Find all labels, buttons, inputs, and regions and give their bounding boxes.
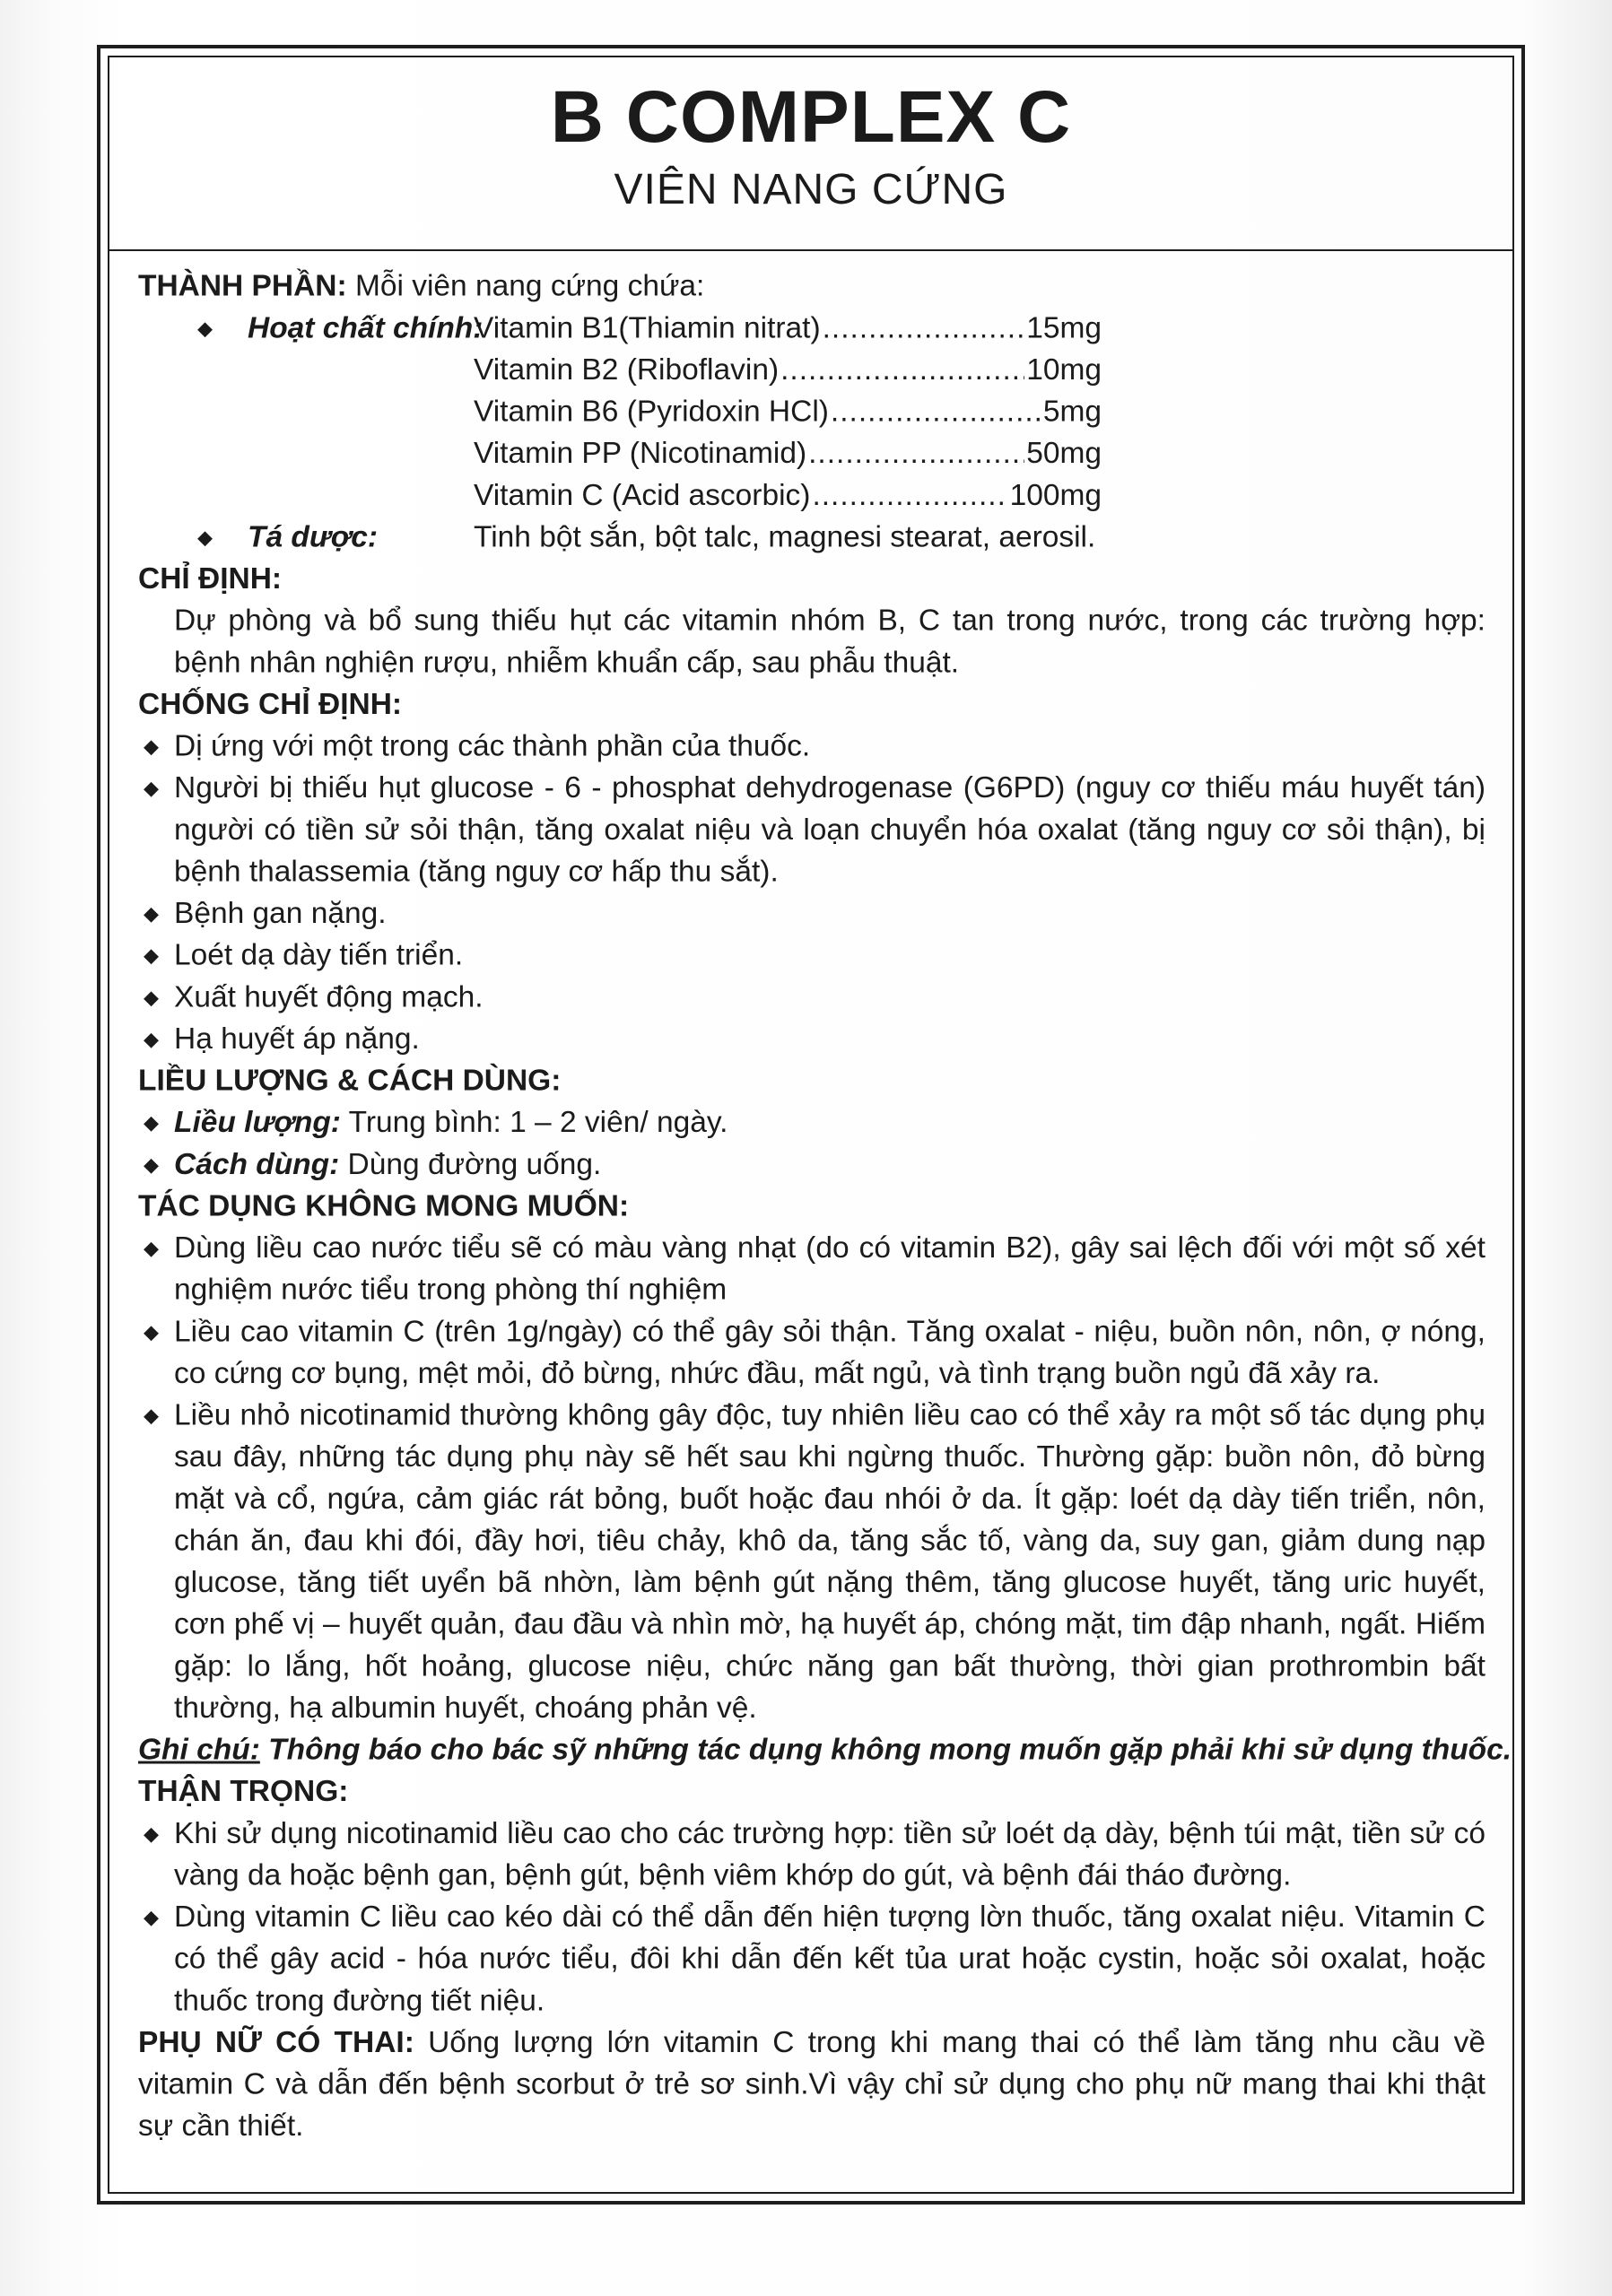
ingredient-value	[474, 308, 1102, 350]
precautions-heading: THẬN TRỌNG:	[138, 1775, 349, 1809]
pregnancy-text: Uống lượng lớn vitamin C trong khi mang thai có thể làm tăng nhu cầu về vitamin C và dẫn đến bệnh scorbut ở trẻ sơ sinh.Vì vậy chỉ sử dụng cho phụ nữ mang thai khi thật sự cần thiết.	[138, 2026, 1486, 2144]
ingredient-name: Vitamin B1(Thiamin nitrat)	[474, 311, 821, 345]
note-text: Thông báo cho bác sỹ những tác dụng không mong muốn gặp phải khi sử dụng thuốc.	[268, 1733, 1512, 1767]
ingredient-name: Vitamin B2 (Riboflavin)	[474, 353, 780, 387]
note-label: Ghi chú:	[138, 1733, 260, 1767]
leaflet-header	[109, 57, 1512, 251]
list-item: ◆ Khi sử dụng nicotinamid liều cao cho các trường hợp: tiền sử loét dạ dày, bệnh túi mật, tiền sử có vàng da hoặc bệnh gan, bệnh gút, bệnh viêm khớp do gút, và bệnh đái tháo đường.	[138, 1813, 1486, 1896]
dose-label: Liều lượng:	[174, 1106, 341, 1140]
list-item: ◆ Dị ứng với một trong các thành phần của thuốc.	[138, 726, 1486, 768]
list-item: ◆ Xuất huyết động mạch.	[138, 977, 1486, 1019]
leaflet-inner-frame	[108, 56, 1514, 2194]
usage-item	[138, 1144, 1486, 1186]
ingredient-row	[138, 391, 1486, 433]
ingredient-dose: 50mg	[1026, 437, 1102, 471]
product-subtitle: VIÊN NANG CỨNG	[614, 166, 1008, 213]
list-item: ◆ Dùng vitamin C liều cao kéo dài có thể dẫn đến hiện tượng lờn thuốc, tăng oxalat niệu. Vitamin C có thể gây acid - hóa nước tiểu, đôi khi dẫn đến kết tủa urat hoặc cystin, hoặc sỏi oxalat, hoặc thuốc trong đường tiết niệu.	[138, 1896, 1486, 2022]
ingredient-name: Vitamin PP (Nicotinamid)	[474, 437, 807, 471]
ingredient-row	[138, 432, 1486, 474]
pregnancy-heading: PHỤ NỮ CÓ THAI:	[138, 2026, 414, 2059]
note-line	[138, 1729, 1512, 1771]
dosage-heading: LIỀU LƯỢNG & CÁCH DÙNG:	[138, 1064, 562, 1098]
ingredient-row	[138, 349, 1486, 391]
composition-intro: Mỗi viên nang cứng chứa:	[354, 269, 705, 303]
excipient-row	[138, 517, 1486, 559]
excipient-label-cell	[138, 517, 474, 559]
ingredient-name: Vitamin C (Acid ascorbic)	[474, 479, 811, 512]
ingredient-dose: 5mg	[1042, 395, 1102, 429]
active-label-cell	[138, 308, 484, 350]
indication-text: Dự phòng và bổ sung thiếu hụt các vitamin nhóm B, C tan trong nước, trong các trường hợp: bệnh nhân nghiện rượu, nhiễm khuẩn cấp, sau phẫu thuật.	[174, 604, 1486, 680]
list-item: ◆ Dùng liều cao nước tiểu sẽ có màu vàng nhạt (do có vitamin B2), gây sai lệch đối với một số xét nghiệm nước tiểu trong phòng thí nghiệm	[138, 1227, 1486, 1310]
side-effects-heading: TÁC DỤNG KHÔNG MONG MUỐN:	[138, 1189, 630, 1223]
composition-heading-line	[138, 265, 1486, 308]
ingredient-row	[138, 474, 1486, 517]
indication-heading: CHỈ ĐỊNH:	[138, 562, 283, 596]
list-item: ◆ Người bị thiếu hụt glucose - 6 - phosphat dehydrogenase (G6PD) (nguy cơ thiếu máu huyết tán) người có tiền sử sỏi thận, tăng oxalat niệu và loạn chuyển hóa oxalat (tăng nguy cơ sỏi thận), bị bệnh thalassemia (tăng nguy cơ hấp thu sắt).	[138, 767, 1486, 892]
list-item: ◆ Liều cao vitamin C (trên 1g/ngày) có thể gây sỏi thận. Tăng oxalat - niệu, buồn nôn, nôn, ợ nóng, co cứng cơ bụng, mệt mỏi, đỏ bừng, nhức đầu, mất ngủ, và tình trạng buồn ngủ đã xảy ra.	[138, 1311, 1486, 1395]
leaflet-frame	[97, 45, 1525, 2205]
excipient-label: Tá dược:	[248, 520, 379, 554]
dosage-item	[138, 1101, 1486, 1144]
leaflet-body	[138, 265, 1512, 2147]
ingredient-value	[474, 474, 1102, 517]
composition-heading: THÀNH PHẦN:	[138, 269, 347, 303]
ingredient-row	[138, 308, 1486, 350]
ingredient-dose: 15mg	[1026, 311, 1102, 345]
dot-leader	[780, 349, 1024, 391]
dot-leader	[812, 474, 1007, 517]
ingredient-dose: 100mg	[1009, 479, 1102, 512]
list-item: ◆ Hạ huyết áp nặng.	[138, 1018, 1486, 1060]
ingredient-name: Vitamin B6 (Pyridoxin HCl)	[474, 395, 829, 429]
active-ingredient-label: Hoạt chất chính:	[248, 311, 484, 345]
usage-label: Cách dùng:	[174, 1148, 340, 1181]
ingredient-dose: 10mg	[1026, 353, 1102, 387]
ingredient-value	[474, 391, 1102, 433]
product-title: B COMPLEX C	[550, 76, 1072, 158]
pregnancy-paragraph	[138, 2022, 1486, 2147]
ingredient-value	[474, 432, 1102, 474]
ingredient-value	[474, 349, 1102, 391]
dot-leader	[831, 391, 1041, 433]
list-item: ◆ Loét dạ dày tiến triển.	[138, 935, 1486, 977]
list-item: ◆ Liều nhỏ nicotinamid thường không gây độc, tuy nhiên liều cao có thể xảy ra một số tác dụng phụ sau đây, những tác dụng phụ này sẽ hết sau khi ngừng thuốc. Thường gặp: buồn nôn, đỏ bừng mặt và cổ, ngứa, cảm giác rát bỏng, buốt hoặc đau nhói ở da. Ít gặp: loét dạ dày tiến triển, nôn, chán ăn, đau khi đói, đầy hơi, tiêu chảy, khô da, tăng sắc tố, vàng da, suy gan, giảm dung nạp glucose, tăng tiết uyển bã nhờn, làm bệnh gút nặng thêm, tăng glucose huyết, tăng uric huyết, cơn phế vị – huyết quản, đau đầu và nhìn mờ, hạ huyết áp, chóng mặt, tim đập nhanh, ngất. Hiếm gặp: lo lắng, hốt hoảng, glucose niệu, chức năng gan bất thường, thời gian prothrombin bất thường, hạ albumin huyết, choáng phản vệ.	[138, 1395, 1486, 1729]
dose-value: Trung bình: 1 – 2 viên/ ngày.	[348, 1106, 728, 1140]
contraindication-heading: CHỐNG CHỈ ĐỊNH:	[138, 688, 403, 721]
usage-value: Dùng đường uống.	[347, 1148, 602, 1181]
excipient-value: Tinh bột sắn, bột talc, magnesi stearat, aerosil.	[474, 520, 1096, 554]
list-item: ◆ Bệnh gan nặng.	[138, 892, 1486, 935]
dot-leader	[808, 432, 1024, 474]
dot-leader	[823, 308, 1025, 350]
